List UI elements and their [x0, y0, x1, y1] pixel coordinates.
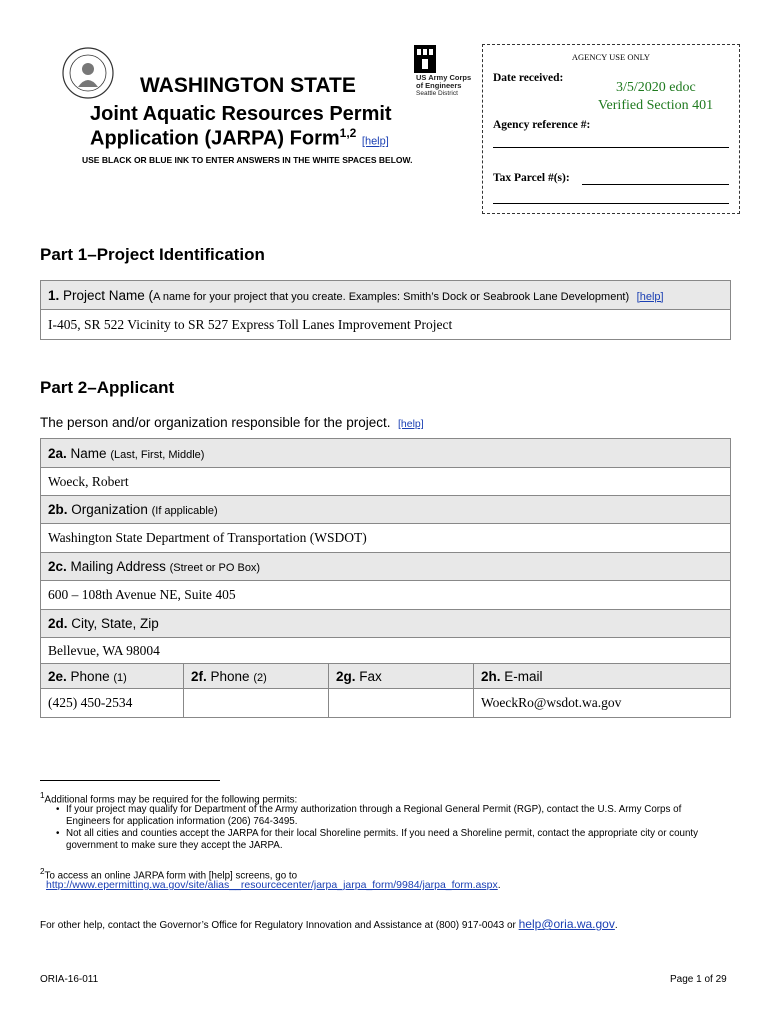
name-hint: (Last, First, Middle)	[110, 448, 205, 461]
phone1-hint: (1)	[113, 671, 127, 684]
project-name-number: 1.	[48, 287, 60, 303]
form-code: ORIA-16-011	[40, 974, 99, 985]
name-field[interactable]: Woeck, Robert	[41, 468, 731, 496]
organization-number: 2b.	[48, 502, 68, 517]
name-label: Name	[70, 445, 107, 461]
phone2-number: 2f.	[191, 668, 207, 684]
jarpa-form-url: http://www.epermitting.wa.gov/site/alias__resourcecenter/jarpa_jarpa_form/9984/jarpa_form.aspx.	[46, 879, 501, 891]
date-received-label: Date received:	[493, 72, 564, 84]
footnote-1-marker: 1	[40, 791, 45, 800]
applicant-help-link[interactable]: [help]	[397, 418, 424, 430]
help-email-link[interactable]: help@oria.wa.gov	[518, 917, 615, 931]
organization-field[interactable]: Washington State Department of Transportation (WSDOT)	[41, 524, 731, 553]
date-received-value: 3/5/2020 edoc	[616, 80, 696, 95]
form-title-line1: Joint Aquatic Resources Permit	[90, 103, 392, 125]
form-title-text: Application (JARPA) Form	[90, 127, 340, 150]
phone1-field[interactable]: (425) 450-2534	[41, 689, 184, 718]
email-field[interactable]: WoeckRo@wsdot.wa.gov	[474, 689, 731, 718]
footnote-2-text: To access an online JARPA form with [help] screens, go to	[44, 870, 298, 882]
usace-line2: of Engineers	[416, 81, 462, 90]
form-title-footnote-ref: 1,2	[339, 126, 357, 140]
footnote-1-text: Additional forms may be required for the following permits:	[44, 794, 298, 806]
mailing-address-label: Mailing Address	[70, 559, 166, 574]
mailing-address-header	[41, 553, 731, 581]
applicant-intro-text: The person and/or organization responsible for the project.	[40, 415, 391, 430]
phone2-header	[184, 664, 329, 689]
fax-header	[329, 664, 474, 689]
project-identification-table	[40, 280, 731, 340]
part2-heading: Part 2–Applicant	[40, 378, 175, 397]
city-state-zip-label: City, State, Zip	[71, 616, 159, 631]
verified-note: Verified Section 401	[598, 98, 714, 113]
applicant-table	[40, 438, 731, 718]
project-name-field[interactable]: I-405, SR 522 Vicinity to SR 527 Express Toll Lanes Improvement Project	[41, 310, 731, 340]
phone2-hint: (2)	[253, 671, 267, 684]
mailing-address-hint: (Street or PO Box)	[169, 562, 261, 574]
usace-logo	[414, 45, 476, 105]
applicant-intro	[40, 415, 424, 430]
tax-parcel-label: Tax Parcel #(s):	[493, 172, 570, 184]
bullet-icon: •	[56, 804, 60, 815]
footnote-1-bullet-2-text: Not all cities and counties accept the JARPA for their local Shoreline permits. If you need a Shoreline permit, contact the appropriate city or county government to make sure they accept the JARPA.	[66, 828, 699, 851]
organization-hint: (If applicable)	[151, 505, 218, 517]
city-state-zip-number: 2d.	[48, 616, 68, 631]
project-name-hint: A name for your project that you create. Examples: Smith’s Dock or Seabrook Lane Development)	[153, 290, 630, 303]
footnote-1-bullet-2	[56, 828, 716, 852]
phone2-label: Phone	[210, 668, 250, 684]
agency-reference-label: Agency reference #:	[493, 119, 591, 131]
mailing-address-field[interactable]: 600 – 108th Avenue NE, Suite 405	[41, 581, 731, 610]
city-state-zip-header	[41, 610, 731, 638]
ink-instruction: USE BLACK OR BLUE INK TO ENTER ANSWERS IN THE WHITE SPACES BELOW.	[82, 155, 413, 165]
project-name-header	[41, 281, 731, 310]
email-label: E-mail	[504, 668, 543, 684]
phone1-number: 2e.	[48, 668, 67, 684]
fax-label: Fax	[359, 668, 382, 684]
ink-instruction-text: USE BLACK OR BLUE INK TO ENTER ANSWERS IN THE WHITE SPACES BELOW	[82, 155, 411, 165]
project-name-help-link[interactable]: [help]	[636, 290, 664, 303]
phone2-field[interactable]	[184, 689, 329, 718]
footnote-1-bullet-1	[56, 804, 716, 828]
phone1-label: Phone	[70, 668, 110, 684]
tax-parcel-field[interactable]	[582, 184, 729, 185]
usace-line1: US Army Corps	[416, 73, 472, 82]
email-number: 2h.	[481, 668, 501, 684]
footnote-divider	[40, 780, 220, 781]
phone1-header	[41, 664, 184, 689]
city-state-zip-field[interactable]: Bellevue, WA 98004	[41, 638, 731, 664]
jarpa-form-link[interactable]: http://www.epermitting.wa.gov/site/alias__resourcecenter/jarpa_jarpa_form/9984/jarpa_form.aspx	[46, 879, 498, 891]
footnote-1-bullet-1-text: If your project may qualify for Department of the Army authorization through a Regional General Permit (RGP), contact the U.S. Army Corps of Engineers for application information (206) 764-3495.	[66, 804, 682, 827]
usace-district: Seattle District	[416, 90, 458, 97]
form-title-line2	[90, 126, 389, 151]
usace-castle-icon	[414, 45, 436, 73]
bullet-icon: •	[56, 828, 60, 839]
email-header	[474, 664, 731, 689]
page-number: Page 1 of 29	[670, 974, 727, 985]
other-help: For other help, contact the Governor’s Office for Regulatory Innovation and Assistance at (800) 917-0043 or help@oria.wa.gov.	[40, 917, 618, 931]
washington-state-seal-icon	[62, 47, 114, 99]
tax-parcel-field-2[interactable]	[493, 203, 729, 204]
name-number: 2a.	[48, 445, 67, 461]
agency-reference-field[interactable]	[493, 147, 729, 148]
mailing-address-number: 2c.	[48, 559, 67, 574]
project-name-label: Project Name (	[63, 287, 154, 303]
organization-header	[41, 496, 731, 524]
footnote-2-marker: 2	[40, 867, 45, 876]
state-title: WASHINGTON STATE	[140, 74, 356, 97]
agency-use-label: AGENCY USE ONLY	[571, 52, 651, 62]
name-header	[41, 439, 731, 468]
part1-heading: Part 1–Project Identification	[40, 245, 265, 264]
fax-field[interactable]	[329, 689, 474, 718]
organization-label: Organization	[71, 502, 148, 517]
other-help-text: For other help, contact the Governor’s Office for Regulatory Innovation and Assistance at (800) 917-0043 or	[40, 920, 516, 931]
title-help-link[interactable]: [help]	[361, 135, 389, 148]
fax-number: 2g.	[336, 668, 356, 684]
